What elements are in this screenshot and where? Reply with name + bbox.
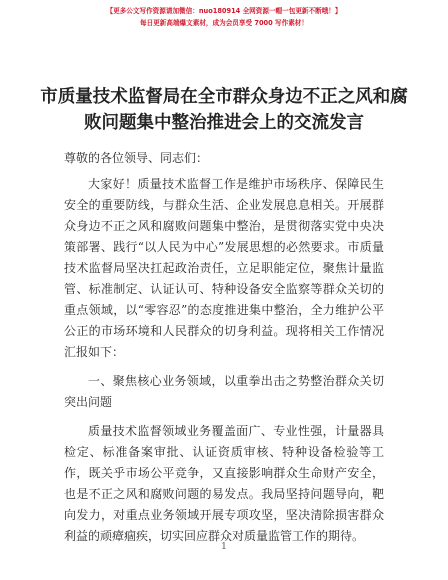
salutation: 尊敬的各位领导、同志们：: [64, 151, 209, 165]
document-title: 市质量技术监督局在全市群众身边不正之风和腐败问题集中整治推进会上的交流发言: [40, 87, 408, 133]
intro-paragraph: 大家好！质量技术监督工作是维护市场秩序、保障民生安全的重要防线，与群众生活、企业发展息息相关。开展群众身边不正之风和腐败问题集中整治，是贯彻落实党中央决策部署、践行“以人民为中心”发展思想的必然要求。市质量技术监督局坚决扛起政治责任，立足职能定位，聚焦计量监管、标准制定、认证认可、特种设备安全监察等群众关切的重点领域，以“零容忍”的态度推进集中整治，全力维护公平公正的市场环境和人民群众的切身利益。现将相关工作情况汇报如下：: [64, 177, 384, 359]
body-paragraph: 质量技术监督领域业务覆盖面广、专业性强，计量器具检定、标准备案审批、认证资质审核、特种设备检验等工作，既关乎市场公平竞争，又直接影响群众生命财产安全，也是不正之风和腐败问题的易发点。我局坚持问题导向，靶向发力，对重点业务领域开展专项攻坚，坚决清除损害群众利益的顽瘴痼疾，切实回应群众对质量监管工作的期待。: [64, 424, 384, 543]
page-number: 1: [221, 542, 227, 552]
promo-banner-line-2: 每日更新高端爆文素材，成为会员享受 7000 写作素材！: [139, 19, 308, 27]
promo-banner: [0, 6, 448, 28]
promo-banner-line-1: 【更多公文写作资源请加微信：nuo180914 全网资源一帽一包更新不断哦！】: [106, 7, 342, 15]
section-heading: 一、聚焦核心业务领域，以重拳出击之势整治群众关切突出问题: [64, 374, 384, 409]
document-body: [64, 148, 384, 547]
